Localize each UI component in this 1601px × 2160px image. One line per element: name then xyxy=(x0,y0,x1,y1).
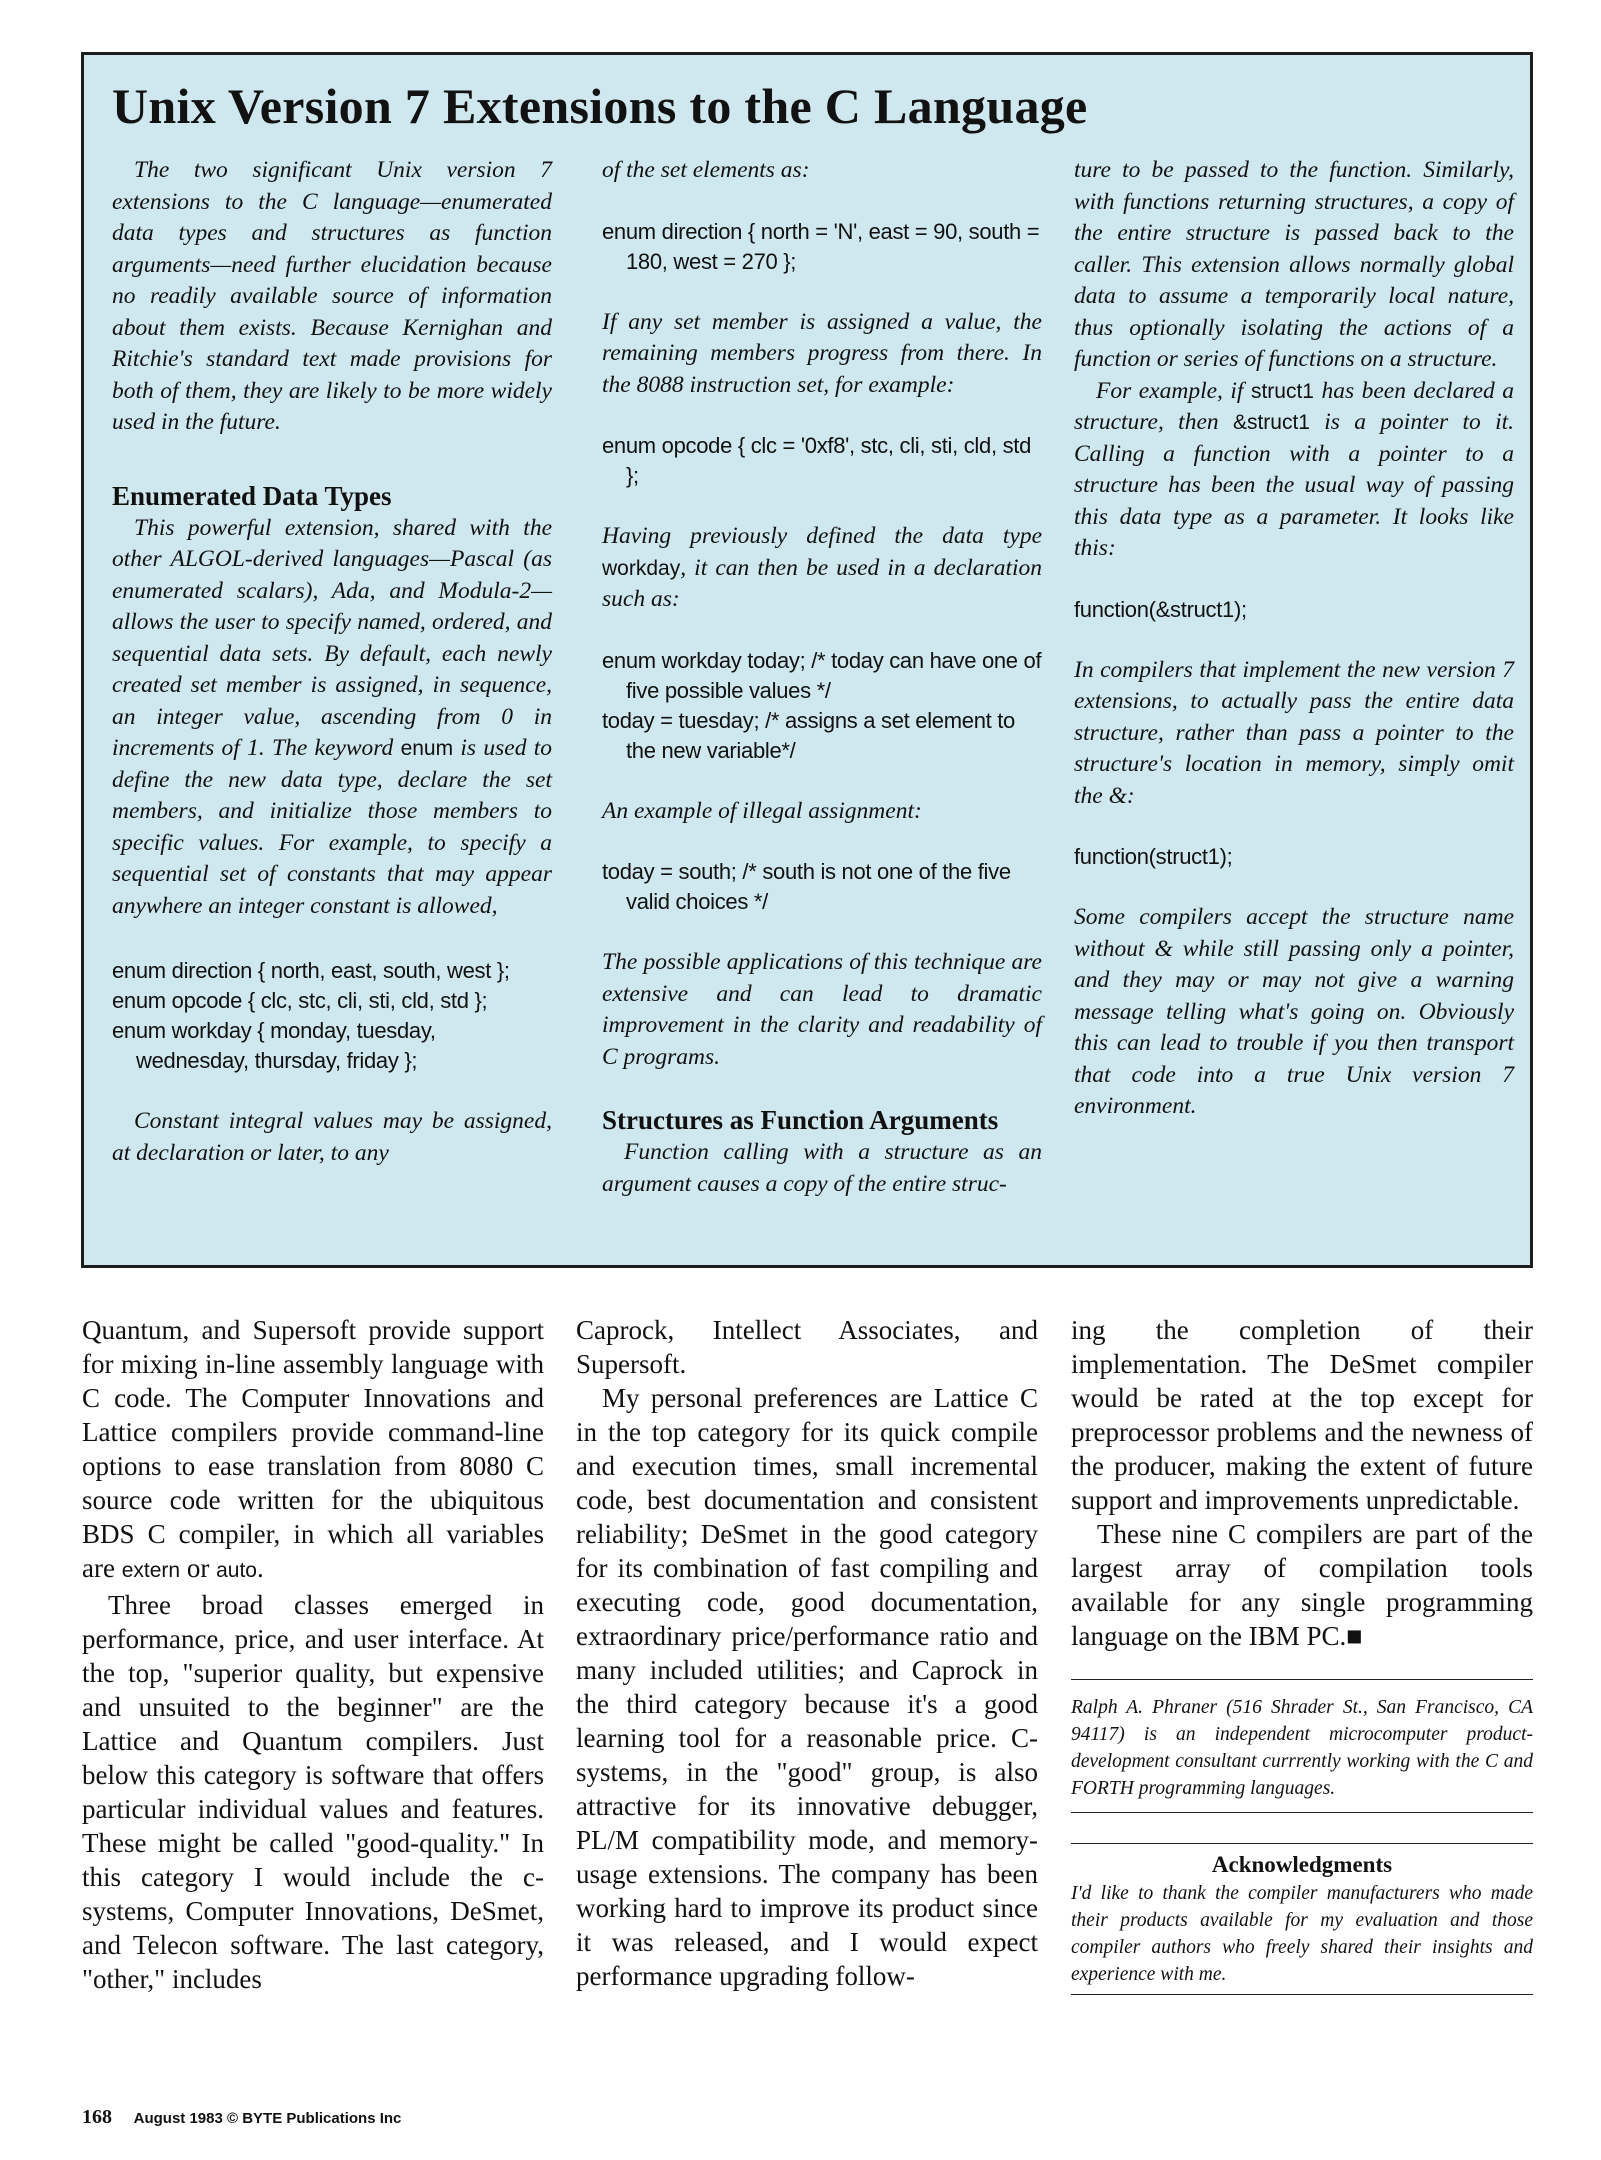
code-block-5: today = south; /* south is not one of the five valid choices */ xyxy=(602,859,1011,914)
main-column-2 xyxy=(576,1313,1038,1993)
struct-heading: Structures as Function Arguments xyxy=(602,1105,999,1135)
enum-paragraph-6: The possible applications of this technique are extensive and can lead to dramatic improvement in the clarity and readability of C programs. xyxy=(602,949,1042,1070)
enum-paragraph-3: If any set member is assigned a value, the remaining members progress from there. In the 8088 instruction set, for example: xyxy=(602,308,1042,398)
struct-paragraph-1a: Function calling with a structure as an argument causes a copy of the entire struc- xyxy=(602,1139,1042,1197)
main-paragraph: My personal preferences are Lattice C in the top category for its quick compile and execution times, small incremental code, best documentation and consistent reliability; DeSmet in the good category for its combination of fast compiling and executing code, good documentation, extraordinary price/performance ratio and many included utilities; and Caprock in the third category because it's a good learning tool for a reasonable price. C-systems, in the "good" group, is also attractive for its innovative debugger, PL/M compatibility mode, and memory-usage extensions. The company has been working hard to improve its product since it was released, and I would expect performance upgrading follow- xyxy=(576,1383,1038,1991)
struct-paragraph-4: Some compilers accept the structure name without & while still passing only a pointer, and they may or may not give a warning message telling what's going on. Obviously this can lead to trouble if you then transport that code into a true Unix version 7 environment. xyxy=(1074,904,1514,1119)
code-block-1 xyxy=(112,956,552,1076)
code-line: enum workday { monday, tuesday, wednesday, thursday, friday }; xyxy=(112,1018,436,1073)
code-line: enum workday today; /* today can have one of five possible values */ xyxy=(602,647,1042,703)
code-block-7: function(struct1); xyxy=(1074,844,1233,869)
main-paragraph: Quantum, and Supersoft provide support for mixing in-line assembly language with C code. The Computer Innovations and Lattice compilers provide command-line options to ease translation from 8080 C source code written for the ubiquitous BDS C compiler, in which all variables are extern or auto. xyxy=(82,1315,544,1583)
sidebar-intro: The two significant Unix version 7 extensions to the C language—enumerated data types and structures as function arguments—need further elucidation because no readily available source of information about them exists. Because Kernighan and Ritchie's standard text made provisions for both of them, they are likely to be more widely used in the future. xyxy=(112,157,552,435)
author-note: Ralph A. Phraner (516 Shrader St., San Francisco, CA 94117) is an independent microcomputer product-development consultant currrently working with the C and FORTH programming languages. xyxy=(1071,1697,1533,1799)
enum-paragraph-4: Having previously defined the data type workday, it can then be used in a declaration such as: xyxy=(602,523,1042,612)
sidebar-box xyxy=(81,52,1533,1268)
end-mark: ■ xyxy=(1346,1621,1363,1651)
code-block-3: enum opcode { clc = '0xf8', stc, cli, sti, cld, std }; xyxy=(602,433,1032,488)
code-line: today = tuesday; /* assigns a set element to the new variable*/ xyxy=(602,707,1015,763)
main-column-3 xyxy=(1071,1313,1533,1995)
acknowledgments-text: I'd like to thank the compiler manufacturers who made their products available for my evaluation and those compiler authors who freely shared their insights and experience with me. xyxy=(1071,1883,1533,1985)
struct-paragraph-2: For example, if struct1 has been declared a structure, then &struct1 is a pointer to it. Calling a function with a pointer to a structure has been the usual way of passing this data type as a parameter. It looks like this: xyxy=(1074,377,1515,561)
enum-keyword: enum xyxy=(400,737,454,760)
page-footer xyxy=(82,2106,401,2129)
main-column-1 xyxy=(82,1313,544,1996)
divider xyxy=(1071,1994,1533,1995)
enum-paragraph-2a: Constant integral values may be assigned, at declaration or later, to any xyxy=(112,1108,552,1166)
code-block-2: enum direction { north = 'N', east = 90, south = 180, west = 270 }; xyxy=(602,218,1040,274)
main-paragraph: Three broad classes emerged in performance, price, and user interface. At the top, "superior quality, but expensive and unsuited to the beginner" are the Lattice and Quantum compilers. Just below this category is software that offers particular individual values and features. These might be called "good-quality." In this category I would include the c-systems, Computer Innovations, DeSmet, and Telecon software. The last category, "other," includes xyxy=(82,1590,544,1994)
enum-paragraph-2b: of the set elements as: xyxy=(602,157,810,183)
struct-paragraph-3: In compilers that implement the new version 7 extensions, to actually pass the entire data structure, rather than pass a pointer to the structure's location in memory, simply omit the &: xyxy=(1074,656,1514,809)
enum-heading: Enumerated Data Types xyxy=(112,480,392,511)
acknowledgments-title: Acknowledgments xyxy=(1211,1852,1393,1877)
sidebar-title: Unix Version 7 Extensions to the C Language xyxy=(112,78,1088,134)
main-paragraph: ing the completion of their implementation. The DeSmet compiler would be rated at the top except for preprocessor problems and the newness of the producer, making the extent of future support and improvements unpredictable. xyxy=(1071,1315,1533,1515)
issue-credit: August 1983 © BYTE Publications Inc xyxy=(133,2110,402,2127)
workday-keyword: workday xyxy=(602,556,681,580)
page-number: 168 xyxy=(82,2106,112,2128)
sidebar-column-3 xyxy=(1074,155,1514,1123)
enum-paragraph-5: An example of illegal assignment: xyxy=(602,797,922,824)
main-paragraph: Caprock, Intellect Associates, and Supersoft. xyxy=(576,1315,1038,1379)
code-line: enum direction { north, east, south, west }; xyxy=(112,958,510,983)
sidebar-column-2 xyxy=(602,155,1042,1200)
code-line: enum opcode { clc, stc, cli, sti, cld, std }; xyxy=(112,988,488,1013)
code-block-6: function(&struct1); xyxy=(1074,596,1247,622)
enum-paragraph-1: This powerful extension, shared with the other ALGOL-derived languages—Pascal (as enumerated scalars), Ada, and Modula-2—allows the user to specify named, ordered, and sequential data sets. By default, each newly created set member is assigned, in sequence, an integer value, ascending from 0 in increments of 1. The keyword enum is used to define the new data type, declare the set members, and initialize those members to specific values. For example, to specify a sequential set of constants that may appear anywhere an integer constant is allowed, xyxy=(112,514,553,919)
code-block-4 xyxy=(602,646,1042,766)
main-paragraph: These nine C compilers are part of the largest array of compilation tools available for any single programming language on the IBM PC.■ xyxy=(1071,1519,1533,1651)
sidebar-column-1 xyxy=(112,155,552,1169)
struct-paragraph-1b: ture to be passed to the function. Similarly, with functions returning structures, a copy of the entire structure is passed back to the caller. This extension allows normally global data to assume a temporarily local nature, thus optionally isolating the actions of a function or series of functions on a structure. xyxy=(1074,157,1514,372)
